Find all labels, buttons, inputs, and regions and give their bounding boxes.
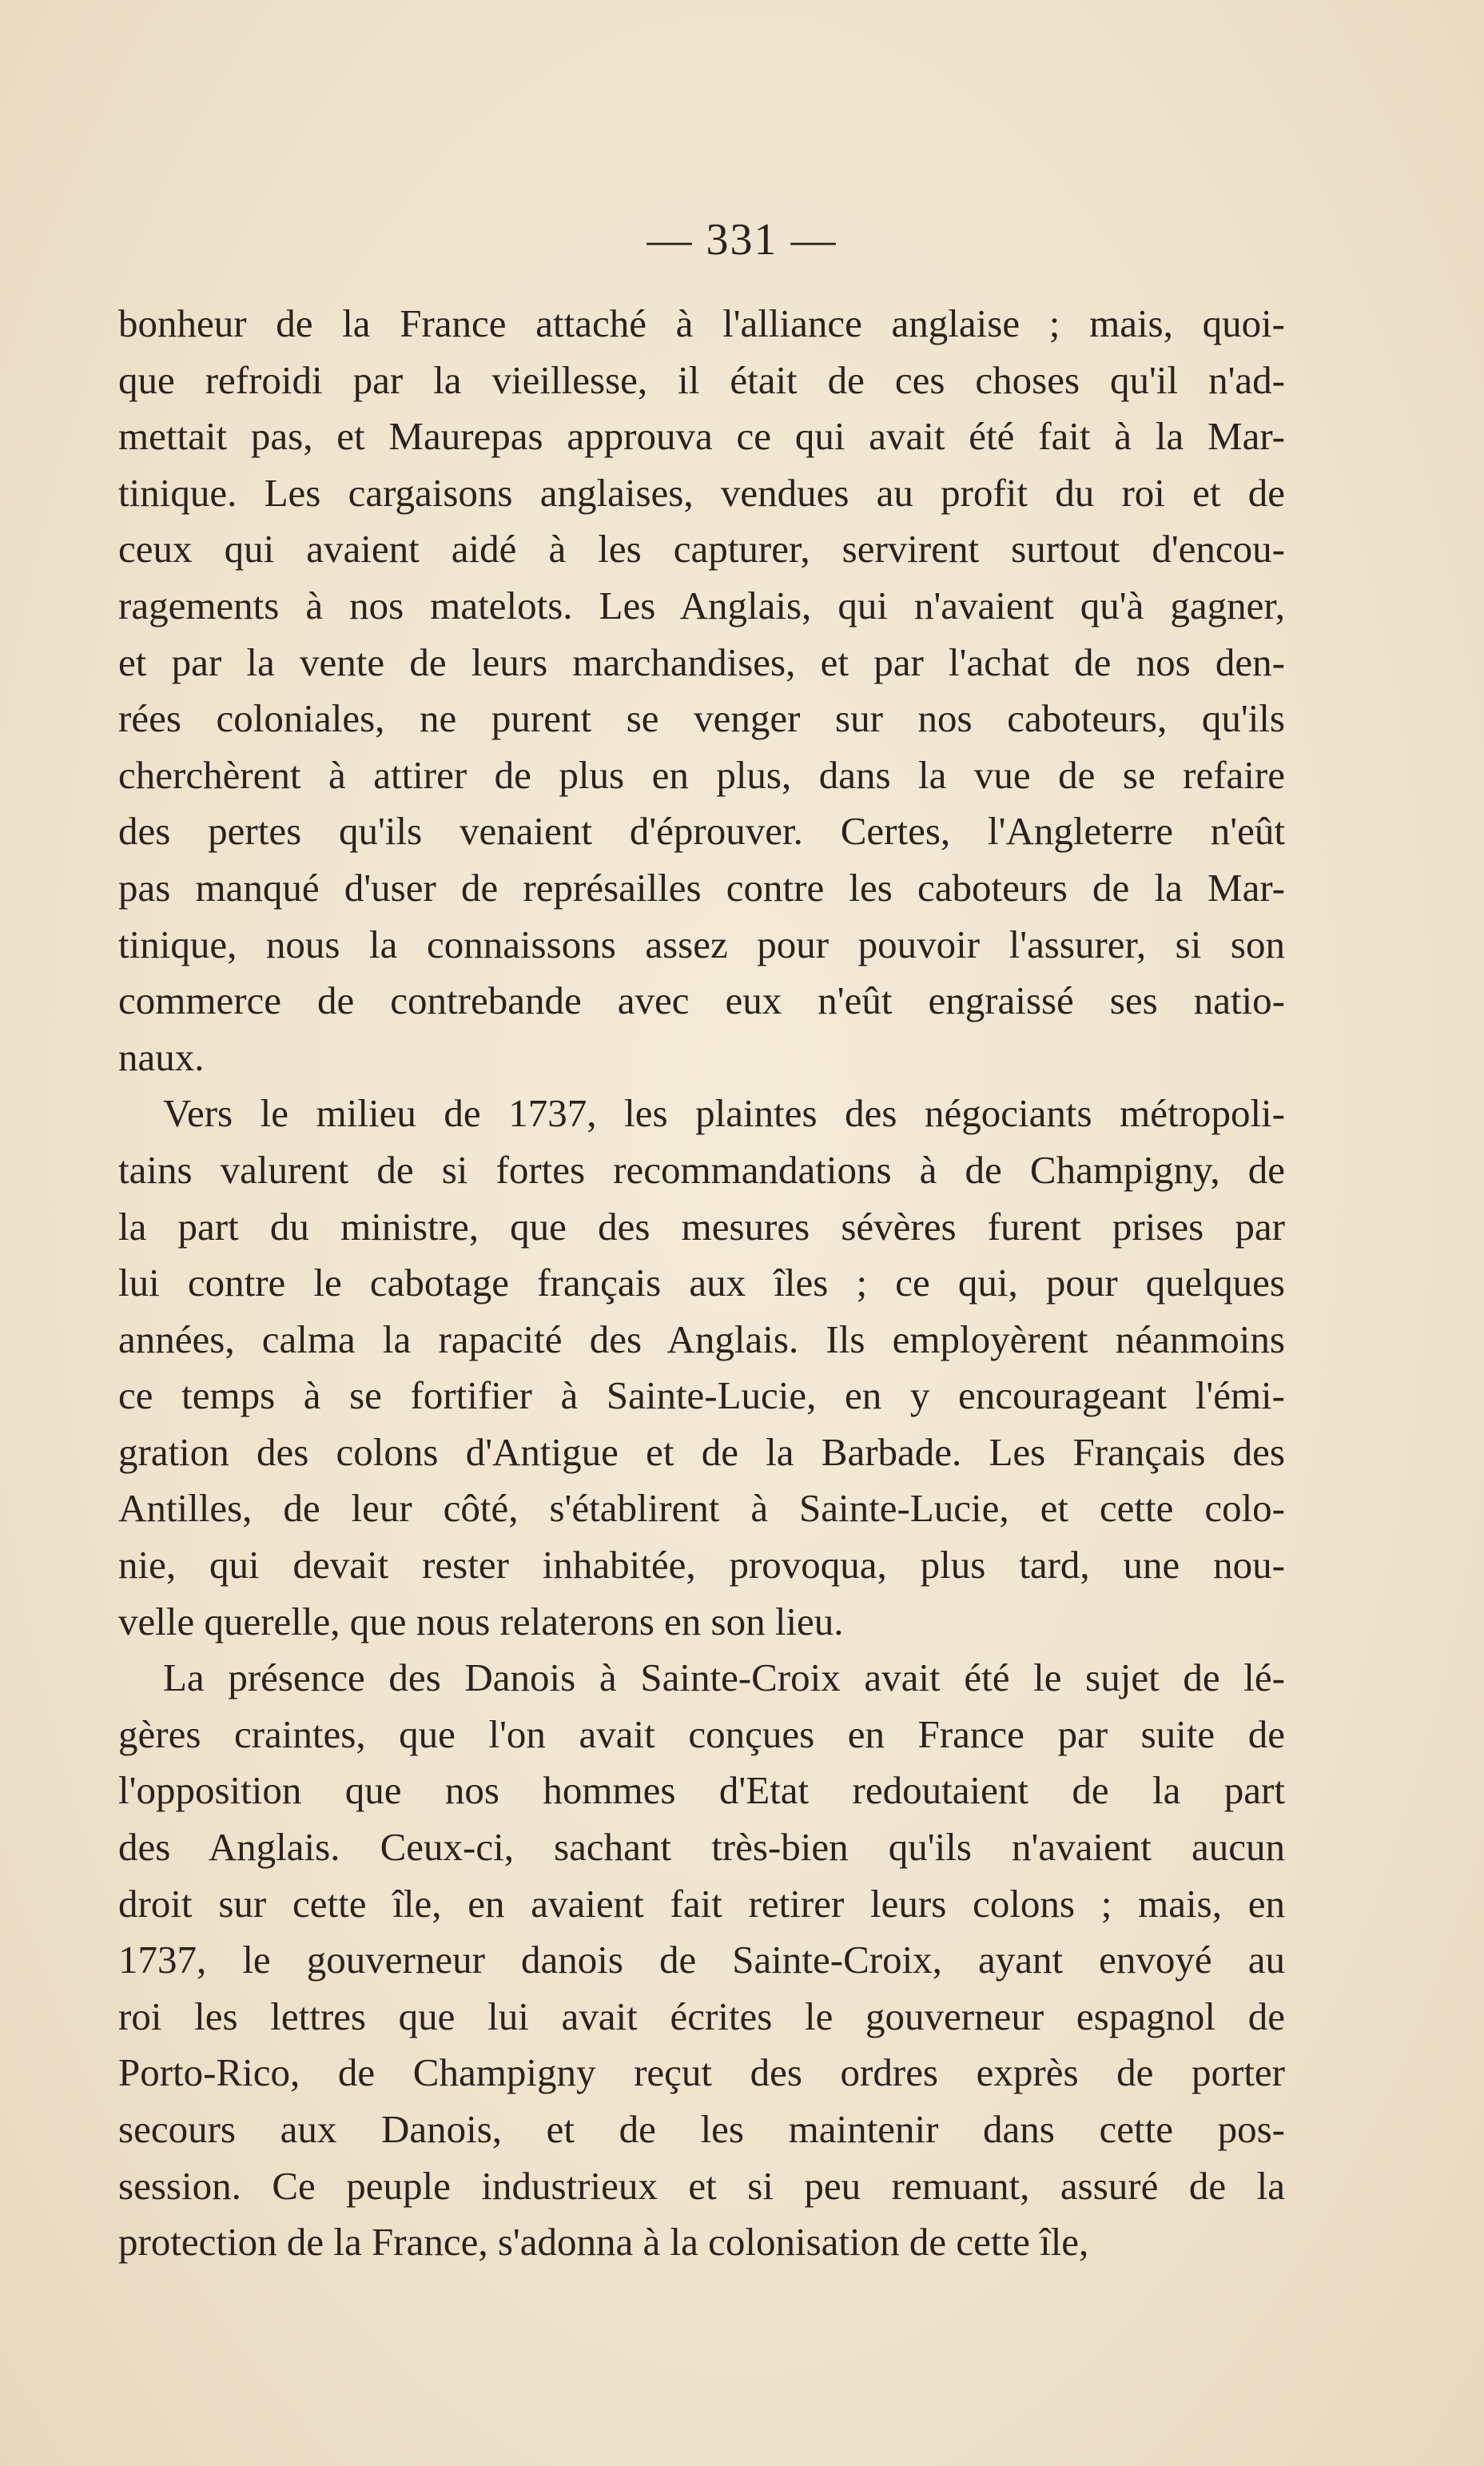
text-line: commerce de contrebande avec eux n'eût engraissé ses natio-	[118, 978, 1285, 1023]
text-line: pas manqué d'user de représailles contre les caboteurs de la Mar-	[118, 865, 1285, 910]
text-line: nie, qui devait rester inhabitée, provoqua, plus tard, une nou-	[118, 1543, 1285, 1588]
paragraph	[118, 1086, 1285, 1650]
page-number: — 331 —	[647, 215, 837, 265]
text-line: velle querelle, que nous relaterons en son lieu.	[118, 1599, 844, 1643]
text-line: rées coloniales, ne purent se venger sur nos caboteurs, qu'ils	[118, 696, 1285, 741]
text-line: mettait pas, et Maurepas approuva ce qui avait été fait à la Mar-	[118, 414, 1285, 459]
paragraph	[118, 1650, 1285, 2271]
text-line: l'opposition que nos hommes d'Etat redoutaient de la part	[118, 1768, 1285, 1813]
text-line: la part du ministre, que des mesures sévères furent prises par	[118, 1204, 1285, 1249]
text-line: gration des colons d'Antigue et de la Barbade. Les Français des	[118, 1429, 1285, 1474]
text-line: des Anglais. Ceux-ci, sachant très-bien qu'ils n'avaient aucun	[118, 1825, 1285, 1870]
paragraph	[118, 296, 1285, 1086]
text-line: 1737, le gouverneur danois de Sainte-Croix, ayant envoyé au	[118, 1938, 1285, 1982]
text-line: Porto-Rico, de Champigny reçut des ordres exprès de porter	[118, 2050, 1285, 2095]
text-line: que refroidi par la vieillesse, il était de ces choses qu'il n'ad-	[118, 357, 1285, 402]
text-line: tinique, nous la connaissons assez pour pouvoir l'assurer, si son	[118, 922, 1285, 966]
text-line: ragements à nos matelots. Les Anglais, qui n'avaient qu'à gagner,	[118, 583, 1285, 627]
text-line: ce temps à se fortifier à Sainte-Lucie, en y encourageant l'émi-	[118, 1373, 1285, 1418]
text-line: lui contre le cabotage français aux îles ; ce qui, pour quelques	[118, 1261, 1285, 1305]
text-line: tinique. Les cargaisons anglaises, vendues au profit du roi et de	[118, 470, 1285, 515]
text-line: gères craintes, que l'on avait conçues en France par suite de	[118, 1711, 1285, 1756]
text-line: cherchèrent à attirer de plus en plus, dans la vue de se refaire	[118, 752, 1285, 797]
text-line: des pertes qu'ils venaient d'éprouver. Certes, l'Angleterre n'eût	[118, 809, 1285, 854]
text-line: session. Ce peuple industrieux et si peu remuant, assuré de la	[118, 2163, 1285, 2208]
text-line: roi les lettres que lui avait écrites le gouverneur espagnol de	[118, 1994, 1285, 2038]
text-line: Antilles, de leur côté, s'établirent à Sainte-Lucie, et cette colo-	[118, 1486, 1285, 1531]
text-line: tains valurent de si fortes recommandations à de Champigny, de	[118, 1147, 1285, 1192]
body-text	[118, 296, 1285, 2271]
text-line: protection de la France, s'adonna à la colonisation de cette île,	[118, 2220, 1089, 2265]
text-line: ceux qui avaient aidé à les capturer, servirent surtout d'encou-	[118, 527, 1285, 572]
text-line: droit sur cette île, en avaient fait retirer leurs colons ; mais, en	[118, 1881, 1285, 1926]
text-line: années, calma la rapacité des Anglais. Ils employèrent néanmoins	[118, 1317, 1285, 1361]
text-line: et par la vente de leurs marchandises, et par l'achat de nos den-	[118, 639, 1285, 684]
text-line: bonheur de la France attaché à l'alliance anglaise ; mais, quoi-	[118, 301, 1285, 345]
text-line: La présence des Danois à Sainte-Croix avait été le sujet de lé-	[163, 1655, 1285, 1700]
text-line: Vers le milieu de 1737, les plaintes des négociants métropoli-	[163, 1091, 1285, 1136]
text-line: naux.	[118, 1034, 205, 1079]
text-line: secours aux Danois, et de les maintenir dans cette pos-	[118, 2107, 1285, 2151]
